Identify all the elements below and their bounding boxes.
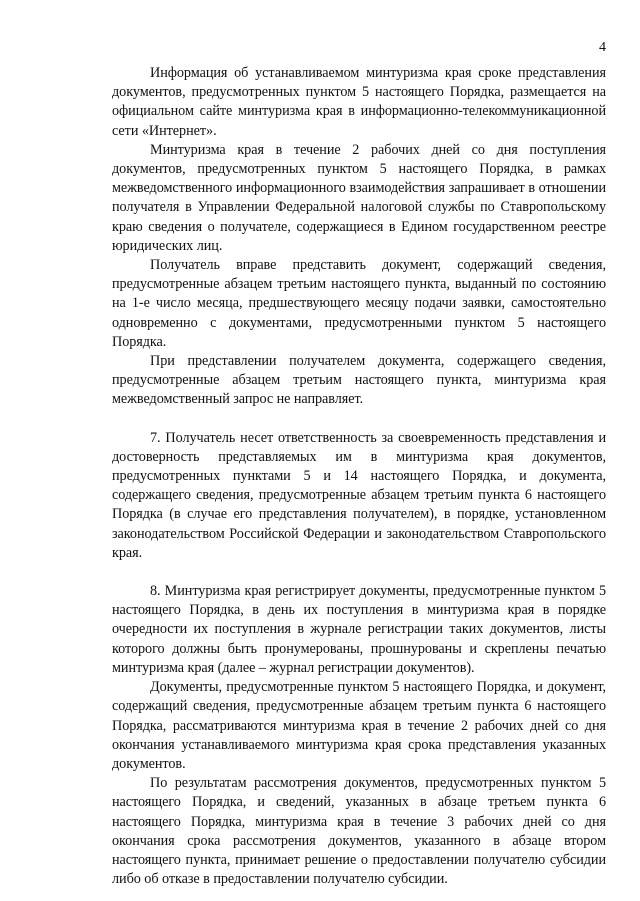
paragraph-item-7: 7. Получатель несет ответственность за своевременность представления и достоверность представляемых им в минтуризма края документов, предусмотренных пунктами 5 и 14 настоящего Порядка, и документа, содержащего сведения, предусмотренные абзацем третьим пункта 6 настоящего Порядка (в случае его представления получателем), в порядке, установленном законодательством Российской Федерации и законодательством Ставропольского края. bbox=[112, 429, 606, 561]
paragraph-interagency-request: Минтуризма края в течение 2 рабочих дней со дня поступления документов, предусмотренных пунктом 5 настоящего Порядка, в рамках межведомственного информационного взаимодействия запрашивает в отношении получателя в Управлении Федеральной налоговой службы по Ставропольскому краю сведения о получателе, содержащиеся в Едином государственном реестре юридических лиц. bbox=[112, 141, 606, 254]
paragraph-decision: По результатам рассмотрения документов, предусмотренных пунктом 5 настоящего Порядка, и сведений, указанных в абзаце третьем пункта 6 настоящего Порядка, минтуризма края в течение 3 рабочих дней со дня окончания срока рассмотрения документов, указанного в абзаце втором настоящего пункта, принимает решение о предоставлении получателю субсидии либо об отказе в предоставлении получателю субсидии. bbox=[112, 775, 606, 888]
page-number: 4 bbox=[599, 40, 606, 55]
paragraph-recipient-right: Получатель вправе представить документ, содержащий сведения, предусмотренные абзацем третьим настоящего пункта, выданный по состоянию на 1-е число месяца, предшествующего месяцу подачи заявки, самостоятельно одновременно с документами, предусмотренными пунктом 5 настоящего Порядка. bbox=[112, 257, 606, 350]
document-body bbox=[112, 64, 606, 889]
paragraph-item-8: 8. Минтуризма края регистрирует документы, предусмотренные пунктом 5 настоящего Порядка, в день их поступления в минтуризма края в порядке очередности их поступления в журнале регистрации таких документов, листы которого должны быть пронумерованы, прошнурованы и скреплены печатью минтуризма края (далее – журнал регистрации документов). bbox=[112, 583, 606, 676]
paragraph-no-request: При представлении получателем документа, содержащего сведения, предусмотренные абзацем третьим настоящего пункта, минтуризма края межведомственный запрос не направляет. bbox=[112, 353, 606, 408]
paragraph-review-period: Документы, предусмотренные пунктом 5 настоящего Порядка, и документ, содержащий сведения, предусмотренные абзацем третьим пункта 6 настоящего Порядка, рассматриваются минтуризма края в течение 2 рабочих дней со дня окончания устанавливаемого минтуризма края срока представления указанных документов. bbox=[112, 679, 606, 772]
paragraph-info-deadline: Информация об устанавливаемом минтуризма края сроке представления документов, предусмотренных пунктом 5 настоящего Порядка, размещается на официальном сайте минтуризма края в информационно-телекоммуникационной сети «Интернет». bbox=[112, 65, 606, 139]
